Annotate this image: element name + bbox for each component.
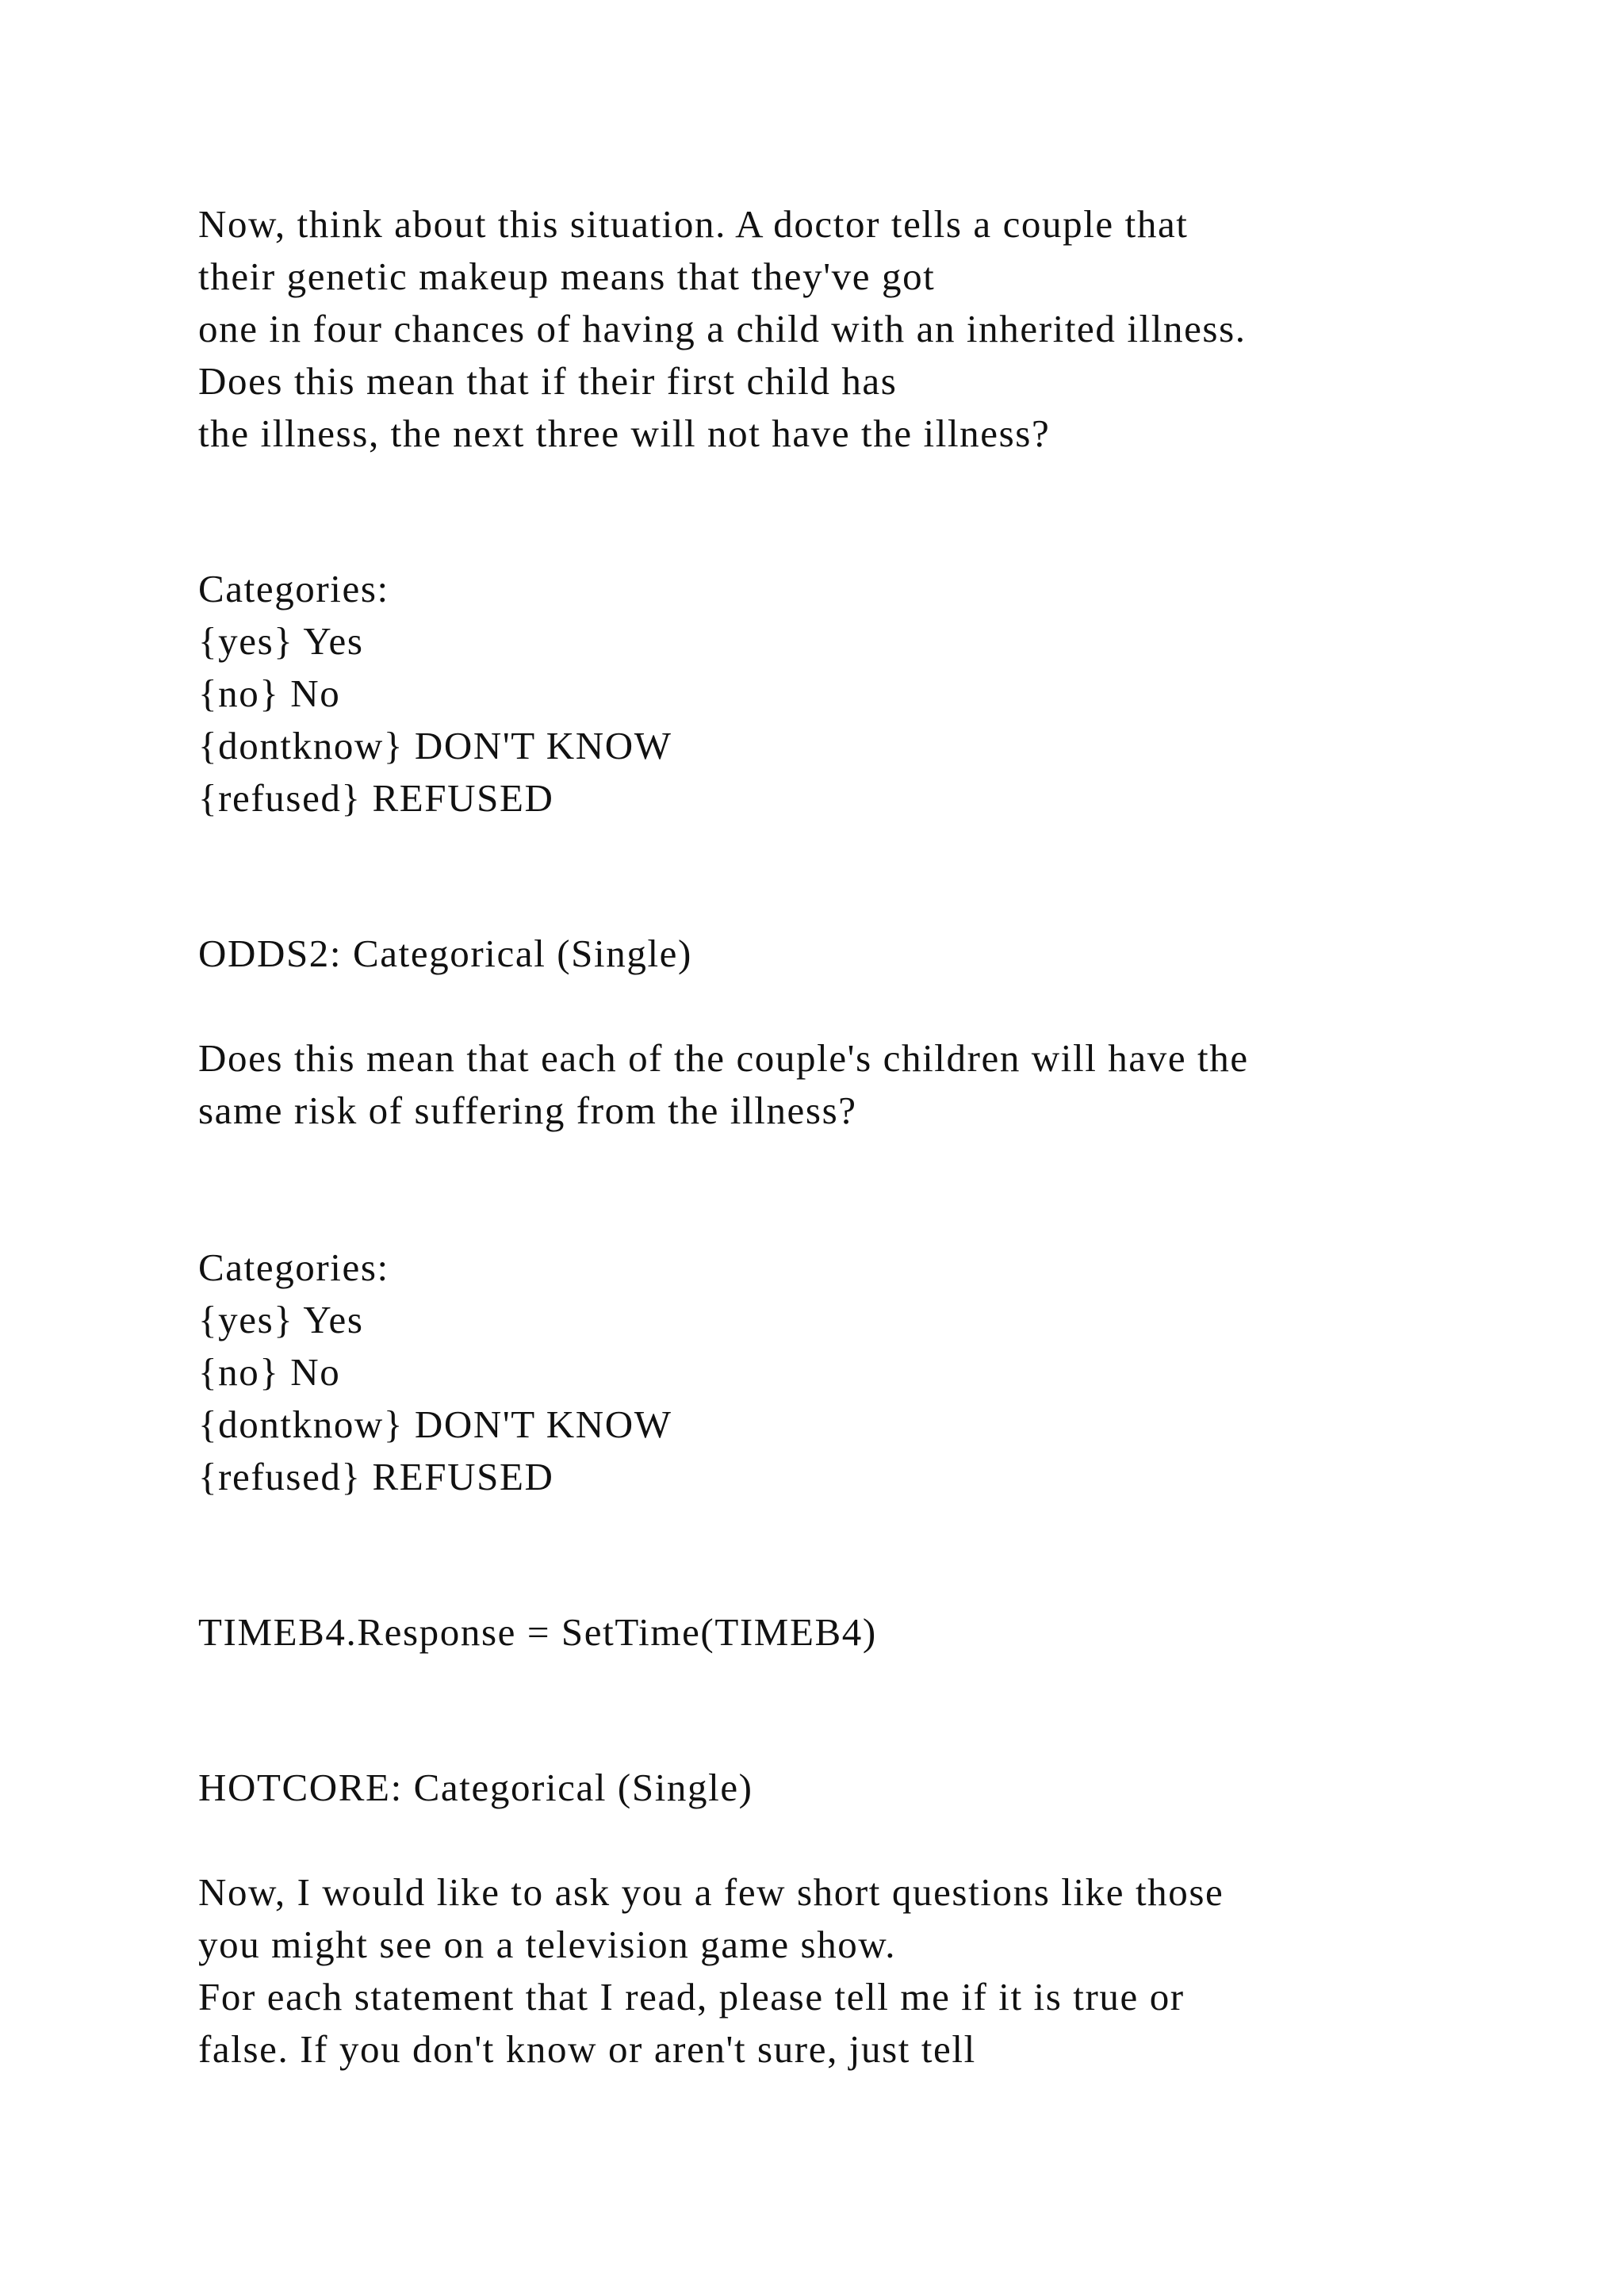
categories-heading: Categories: (198, 1246, 389, 1289)
intro-question-line: one in four chances of having a child with an inherited illness. (198, 307, 1247, 350)
intro-question-line: the illness, the next three will not have the illness? (198, 411, 1051, 455)
odds2-question-line: same risk of suffering from the illness? (198, 1089, 857, 1132)
odds2-question-line: Does this mean that each of the couple's children will have the (198, 1036, 1249, 1080)
category-option-yes: {yes} Yes (198, 619, 364, 663)
hotcore-question-line: false. If you don't know or aren't sure, just tell (198, 2027, 976, 2071)
category-option-no: {no} No (198, 1350, 341, 1394)
category-option-refused: {refused} REFUSED (198, 776, 554, 820)
category-option-yes: {yes} Yes (198, 1298, 364, 1341)
timeb4-statement: TIMEB4.Response = SetTime(TIMEB4) (198, 1610, 877, 1654)
hotcore-question-line: you might see on a television game show. (198, 1923, 897, 1966)
category-option-no: {no} No (198, 672, 341, 715)
hotcore-question-line: For each statement that I read, please tell me if it is true or (198, 1975, 1185, 2019)
category-option-dontknow: {dontknow} DON'T KNOW (198, 724, 672, 767)
category-option-refused: {refused} REFUSED (198, 1455, 554, 1498)
hotcore-question-line: Now, I would like to ask you a few short questions like those (198, 1870, 1224, 1914)
category-option-dontknow: {dontknow} DON'T KNOW (198, 1402, 672, 1446)
odds2-header: ODDS2: Categorical (Single) (198, 932, 692, 975)
intro-question-line: Does this mean that if their first child has (198, 359, 898, 403)
intro-question-line: Now, think about this situation. A doctor tells a couple that (198, 202, 1189, 246)
categories-heading: Categories: (198, 567, 389, 610)
intro-question-line: their genetic makeup means that they've got (198, 254, 936, 298)
hotcore-header: HOTCORE: Categorical (Single) (198, 1766, 753, 1809)
